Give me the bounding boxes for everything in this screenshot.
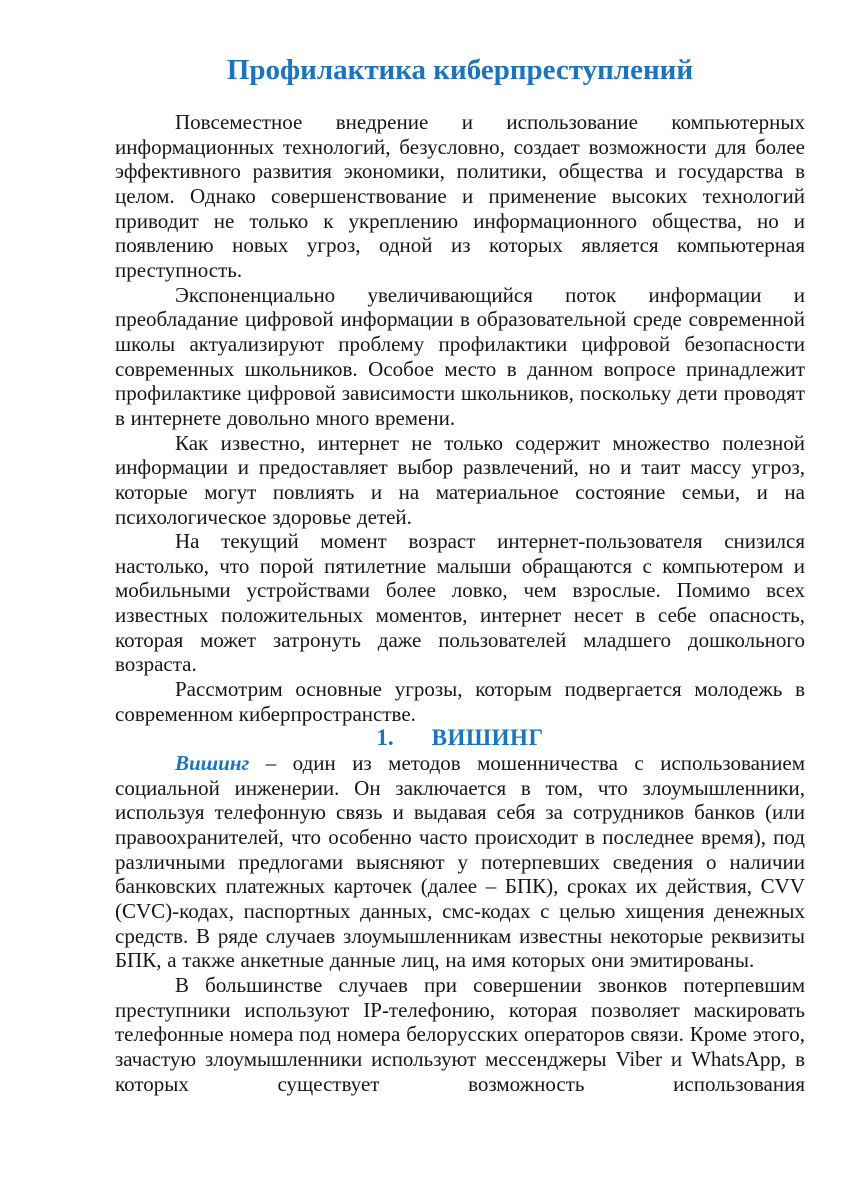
section-heading-vishing (115, 726, 805, 751)
paragraph-vishing-definition (115, 751, 805, 973)
paragraph-intro-technologies: Повсеместное внедрение и использование компьютерных информационных технологий, безусловно, создает возможности для более эффективного развития экономики, политики, общества и государства в целом. Однако совершенствование и применение высоких технологий приводит не только к укреплению информационного общества, но и появлению новых угроз, одной из которых является компьютерная преступность. (115, 110, 805, 282)
vishing-definition-text: – один из методов мошенничества с использованием социальной инженерии. Он заключается в том, что злоумышленники, используя телефонную связь и выдавая себя за сотрудников банков (или правоохранителей, что особенно часто происходит в последнее время), под различными предлогами выясняют у потерпевших сведения о наличии банковских платежных карточек (далее – БПК), сроках их действия, CVV (CVC)-кодах, паспортных данных, смс-кодах с целью хищения денежных средств. В ряде случаев злоумышленникам известны некоторые реквизиты БПК, а также анкетные данные лиц, на имя которых они эмитированы. (115, 751, 805, 973)
term-vishing: Вишинг (175, 751, 250, 776)
paragraph-lead-in: Рассмотрим основные угрозы, которым подвергается молодежь в современном киберпространстве. (115, 677, 805, 726)
document-title: Профилактика киберпреступлений (226, 54, 694, 86)
section-title: ВИШИНГ (431, 725, 544, 751)
section-number: 1. (376, 725, 394, 751)
paragraph-vishing-methods: В большинстве случаев при совершении звонков потерпевшим преступники используют IP-телефонию, которая позволяет маскировать телефонные номера под номера белорусских операторов связи. Кроме этого, зачастую злоумышленники используют мессенджеры Viber и WhatsApp, в которых существует возможность использования (115, 972, 805, 1096)
paragraph-information-flow: Экспоненциально увеличивающийся поток информации и преобладание цифровой информации в образовательной среде современной школы актуализируют проблему профилактики цифровой безопасности современных школьников. Особое место в данном вопросе принадлежит профилактике цифровой зависимости школьников, поскольку дети проводят в интернете довольно много времени. (115, 282, 805, 430)
paragraph-user-age: На текущий момент возраст интернет-пользователя снизился настолько, что порой пятилетние малыши обращаются с компьютером и мобильными устройствами более ловко, чем взрослые. Помимо всех известных положительных моментов, интернет несет в себе опасность, которая может затронуть даже пользователей младшего дошкольного возраста. (115, 529, 805, 677)
paragraph-internet-threats: Как известно, интернет не только содержит множество полезной информации и предоставляет выбор развлечений, но и таит массу угроз, которые могут повлиять и на материальное состояние семьи, и на психологическое здоровье детей. (115, 430, 805, 529)
